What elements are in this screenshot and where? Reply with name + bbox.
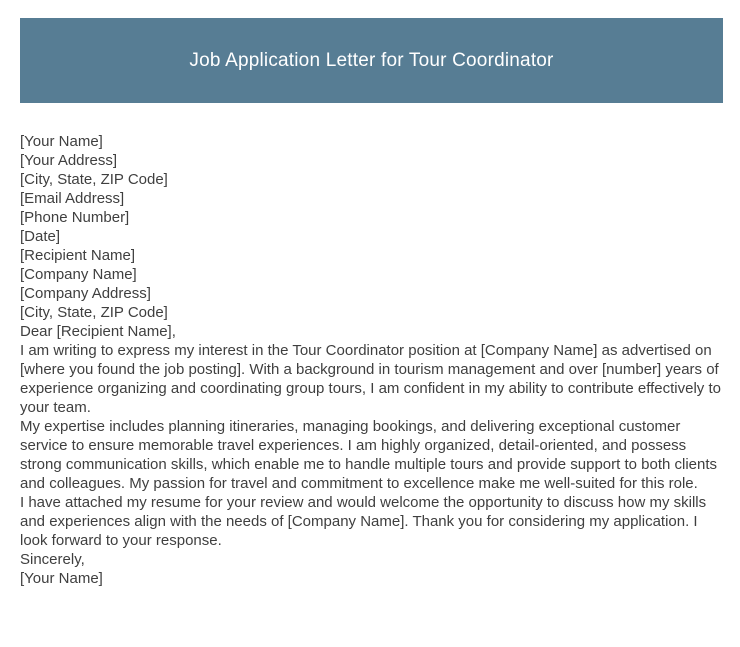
salutation-line: Dear [Recipient Name],: [20, 323, 176, 340]
recipient-line: [City, State, ZIP Code]: [20, 304, 168, 321]
document-page: [0, 18, 740, 647]
sender-line: [Email Address]: [20, 190, 125, 207]
recipient-line: [Recipient Name]: [20, 247, 136, 264]
signature-line: [Your Name]: [20, 570, 103, 587]
sender-line: [Your Address]: [20, 152, 118, 169]
sender-block: [20, 132, 722, 227]
sender-line: [Your Name]: [20, 133, 103, 150]
document-title: Job Application Letter for Tour Coordinator: [189, 49, 554, 71]
body-paragraph: I am writing to express my interest in the Tour Coordinator position at [Company Name] as advertised on [where you found the job posting]. With a background in tourism management and over [number] years of experience organizing and coordinating group tours, I am confident in my ability to contribute effectively to your team.: [20, 342, 721, 416]
document-header: [20, 18, 723, 103]
paragraphs-block: [20, 341, 722, 550]
closing-line: Sincerely,: [20, 551, 85, 568]
date-line: [Date]: [20, 228, 61, 245]
body-paragraph: I have attached my resume for your review and would welcome the opportunity to discuss how my skills and experiences align with the needs of [Company Name]. Thank you for considering my application. I look forward to your response.: [20, 494, 707, 549]
sender-line: [City, State, ZIP Code]: [20, 171, 168, 188]
body-paragraph: My expertise includes planning itineraries, managing bookings, and delivering exceptional customer service to ensure memorable travel experiences. I am highly organized, detail-oriented, and possess strong communication skills, which enable me to handle multiple tours and provide support to both clients and colleagues. My passion for travel and commitment to excellence make me well-suited for this role.: [20, 418, 718, 492]
recipient-block: [20, 246, 722, 322]
letter-body: [20, 132, 722, 588]
sender-line: [Phone Number]: [20, 209, 130, 226]
recipient-line: [Company Name]: [20, 266, 137, 283]
recipient-line: [Company Address]: [20, 285, 151, 302]
